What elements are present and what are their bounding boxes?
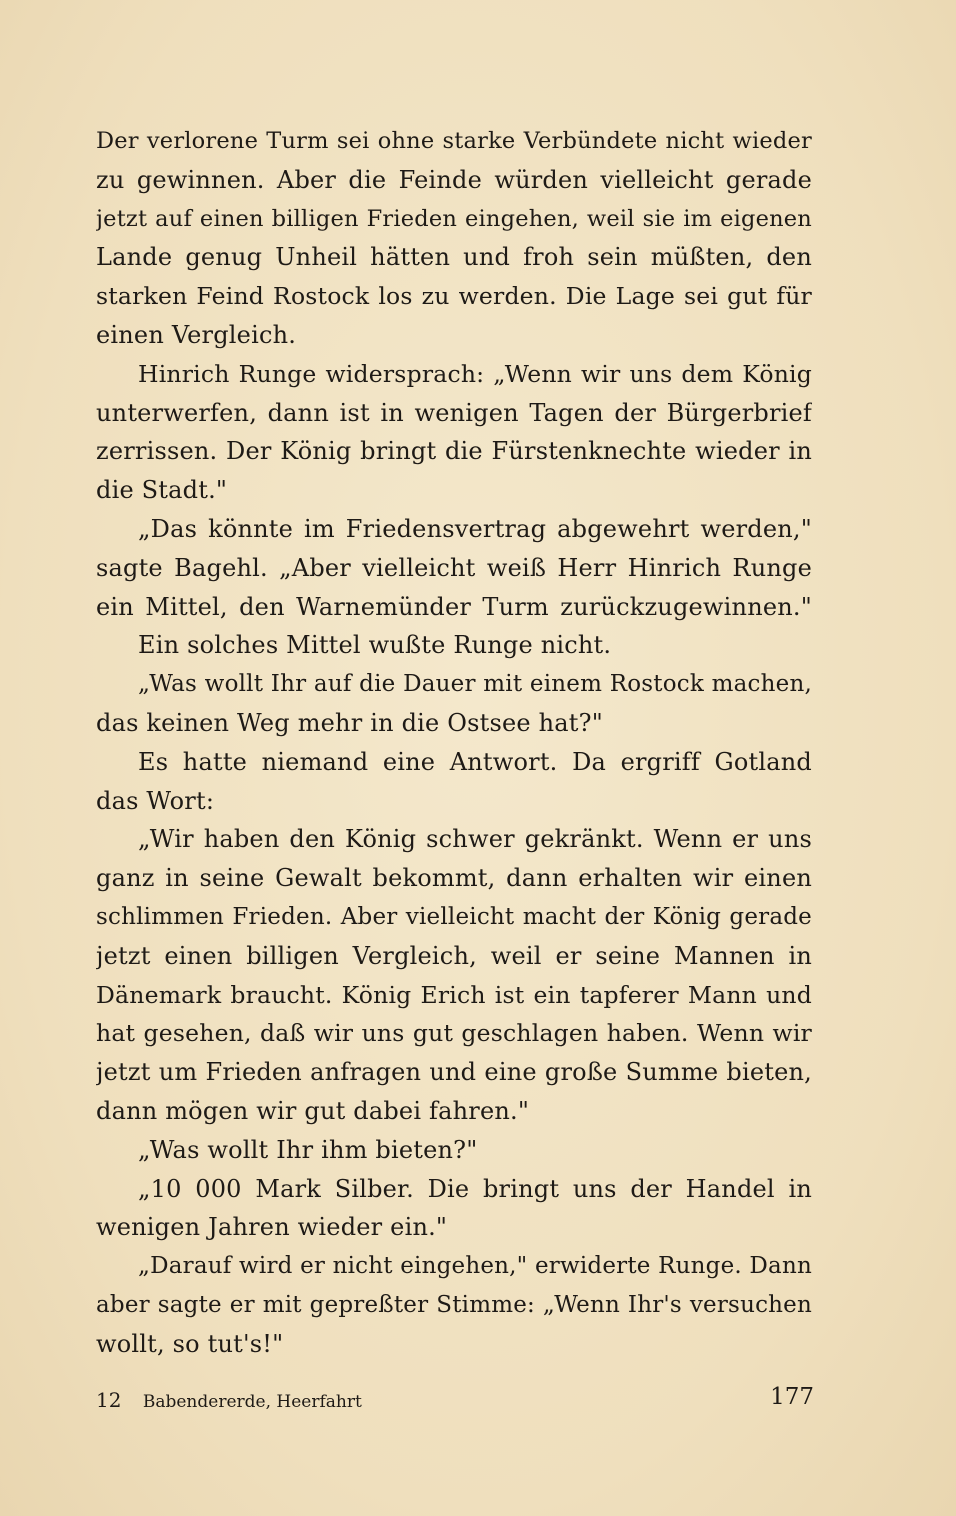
text-line: starken Feind Rostock los zu werden. Die Lage sei gut für	[96, 282, 812, 311]
text-line: ein Mittel, den Warnemünder Turm zurückzugewinnen."	[96, 592, 812, 621]
page-number: 177	[770, 1384, 814, 1410]
text-line: „Was wollt Ihr ihm bieten?"	[138, 1135, 478, 1164]
text-line: wenigen Jahren wieder ein."	[96, 1213, 448, 1242]
text-line: zu gewinnen. Aber die Feinde würden vielleicht gerade	[96, 165, 812, 194]
signature-number: 12	[96, 1388, 122, 1412]
text-line: jetzt einen billigen Vergleich, weil er seine Mannen in	[96, 941, 812, 970]
signature-text: Babendererde, Heerfahrt	[142, 1392, 362, 1412]
text-line: Dänemark braucht. König Erich ist ein tapferer Mann und	[96, 980, 812, 1009]
printer-signature	[96, 1388, 362, 1412]
text-line: schlimmen Frieden. Aber vielleicht macht der König gerade	[96, 903, 812, 930]
text-line: einen Vergleich.	[96, 320, 297, 349]
text-line: „Was wollt Ihr auf die Dauer mit einem Rostock machen,	[138, 671, 812, 698]
text-line: Ein solches Mittel wußte Runge nicht.	[138, 631, 612, 660]
text-line: jetzt auf einen billigen Frieden eingehen, weil sie im eigenen	[96, 205, 812, 232]
text-line: das keinen Weg mehr in die Ostsee hat?"	[96, 708, 603, 737]
text-line: hat gesehen, daß wir uns gut geschlagen haben. Wenn wir	[96, 1019, 812, 1048]
text-line: Lande genug Unheil hätten und froh sein müßten, den	[96, 243, 812, 272]
text-line: die Stadt."	[96, 476, 228, 505]
text-line: das Wort:	[96, 786, 215, 815]
text-line: aber sagte er mit gepreßter Stimme: „Wenn Ihr's versuchen	[96, 1291, 812, 1318]
text-line: „Darauf wird er nicht eingehen," erwiderte Runge. Dann	[138, 1253, 812, 1280]
text-line: Hinrich Runge widersprach: „Wenn wir uns dem König	[138, 359, 812, 388]
text-line: unterwerfen, dann ist in wenigen Tagen der Bürgerbrief	[96, 398, 812, 427]
text-line: „Wir haben den König schwer gekränkt. Wenn er uns	[138, 825, 812, 854]
text-line: zerrissen. Der König bringt die Fürstenknechte wieder in	[96, 437, 812, 466]
text-line: wollt, so tut's!"	[96, 1329, 284, 1358]
body-text	[96, 122, 812, 1364]
text-line: „Das könnte im Friedensvertrag abgewehrt werden,"	[138, 514, 812, 543]
text-line: sagte Bagehl. „Aber vielleicht weiß Herr Hinrich Runge	[96, 553, 812, 582]
text-line: Der verlorene Turm sei ohne starke Verbündete nicht wieder	[96, 128, 812, 154]
text-line: „10 000 Mark Silber. Die bringt uns der Handel in	[138, 1174, 812, 1203]
text-line: ganz in seine Gewalt bekommt, dann erhalten wir einen	[96, 864, 812, 893]
text-line: dann mögen wir gut dabei fahren."	[96, 1096, 530, 1125]
text-line: Es hatte niemand eine Antwort. Da ergriff Gotland	[138, 747, 812, 776]
text-line: jetzt um Frieden anfragen und eine große Summe bieten,	[96, 1058, 812, 1087]
